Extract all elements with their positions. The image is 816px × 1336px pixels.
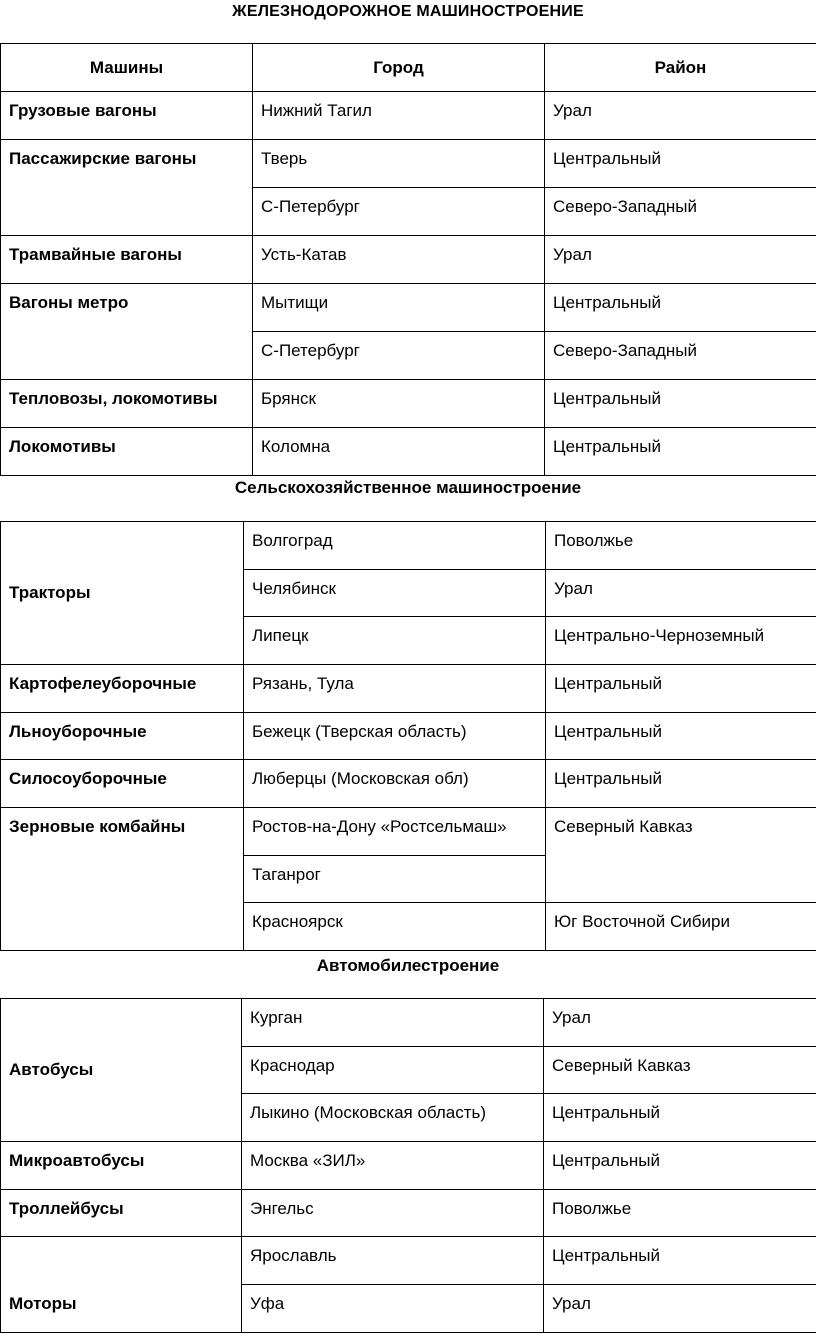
machine-cell: Зерновые комбайны <box>1 808 244 951</box>
agri-table <box>0 521 816 951</box>
city-cell: Волгоград <box>244 522 546 570</box>
city-cell: Уфа <box>242 1285 544 1333</box>
city-cell: Люберцы (Московская обл) <box>244 760 546 808</box>
machine-cell: Льноуборочные <box>1 713 244 760</box>
region-cell: Поволжье <box>546 522 816 570</box>
region-cell: Северо-Западный <box>545 188 816 236</box>
table-row <box>1 140 816 188</box>
region-cell: Центральный <box>545 380 816 428</box>
machine-cell: Пассажирские вагоны <box>1 140 253 236</box>
city-cell: Таганрог <box>244 856 546 903</box>
auto-table <box>0 998 816 1333</box>
region-cell: Урал <box>546 570 816 617</box>
machine-cell: Вагоны метро <box>1 284 253 380</box>
city-cell: Брянск <box>253 380 545 428</box>
region-cell: Северо-Западный <box>545 332 816 380</box>
region-cell: Северный Кавказ <box>544 1047 816 1094</box>
machine-cell: Тракторы <box>1 522 244 665</box>
region-cell: Центрально-Черноземный <box>546 617 816 665</box>
region-cell: Северный Кавказ <box>546 808 816 903</box>
table-row <box>1 92 816 140</box>
auto-section-title: Автомобилестроение <box>316 956 500 975</box>
region-cell: Юг Восточной Сибири <box>546 903 816 951</box>
region-cell: Центральный <box>544 1094 816 1142</box>
table-row <box>1 1237 816 1285</box>
machine-cell: Картофелеуборочные <box>1 665 244 713</box>
region-cell: Центральный <box>546 760 816 808</box>
machine-cell: Трамвайные вагоны <box>1 236 253 284</box>
region-cell: Центральный <box>544 1237 816 1285</box>
city-cell: С-Петербург <box>253 188 545 236</box>
column-header-machines: Машины <box>1 44 253 92</box>
region-cell: Центральный <box>545 284 816 332</box>
agri-section-title: Сельскохозяйственное машиностроение <box>234 478 582 497</box>
city-cell: Тверь <box>253 140 545 188</box>
region-cell: Центральный <box>545 140 816 188</box>
machine-cell: Грузовые вагоны <box>1 92 253 140</box>
table-row <box>1 284 816 332</box>
city-cell: Бежецк (Тверская область) <box>244 713 546 760</box>
table-row <box>1 808 816 856</box>
region-cell: Центральный <box>544 1142 816 1190</box>
table-row <box>1 713 816 760</box>
machine-cell: Автобусы <box>1 999 242 1142</box>
table-row <box>1 999 816 1047</box>
city-cell: Красноярск <box>244 903 546 951</box>
machine-cell: Локомотивы <box>1 428 253 476</box>
machine-cell: Моторы <box>1 1237 242 1333</box>
table-row <box>1 665 816 713</box>
city-cell: Усть-Катав <box>253 236 545 284</box>
region-cell: Урал <box>544 999 816 1047</box>
table-header-row <box>1 44 816 92</box>
column-header-region: Район <box>545 44 816 92</box>
region-cell: Поволжье <box>544 1190 816 1237</box>
machine-cell: Троллейбусы <box>1 1190 242 1237</box>
city-cell: Липецк <box>244 617 546 665</box>
table-row <box>1 380 816 428</box>
region-cell: Центральный <box>546 713 816 760</box>
region-cell: Центральный <box>545 428 816 476</box>
table-row <box>1 236 816 284</box>
table-row <box>1 1142 816 1190</box>
machine-cell: Тепловозы, локомотивы <box>1 380 253 428</box>
column-header-city: Город <box>253 44 545 92</box>
city-cell: Краснодар <box>242 1047 544 1094</box>
rail-table <box>0 43 816 476</box>
city-cell: Энгельс <box>242 1190 544 1237</box>
region-cell: Урал <box>545 92 816 140</box>
table-row <box>1 1190 816 1237</box>
city-cell: Курган <box>242 999 544 1047</box>
region-cell: Урал <box>545 236 816 284</box>
city-cell: Рязань, Тула <box>244 665 546 713</box>
city-cell: Коломна <box>253 428 545 476</box>
city-cell: Ростов-на-Дону «Ростсельмаш» <box>244 808 546 856</box>
city-cell: Нижний Тагил <box>253 92 545 140</box>
table-row <box>1 522 816 570</box>
machine-cell: Микроавтобусы <box>1 1142 242 1190</box>
table-row <box>1 428 816 476</box>
table-row <box>1 760 816 808</box>
city-cell: Лыкино (Московская область) <box>242 1094 544 1142</box>
city-cell: Москва «ЗИЛ» <box>242 1142 544 1190</box>
region-cell: Урал <box>544 1285 816 1333</box>
city-cell: Челябинск <box>244 570 546 617</box>
city-cell: Ярославль <box>242 1237 544 1285</box>
rail-section-title: ЖЕЛЕЗНОДОРОЖНОЕ МАШИНОСТРОЕНИЕ <box>232 3 584 20</box>
city-cell: С-Петербург <box>253 332 545 380</box>
machine-cell: Силосоуборочные <box>1 760 244 808</box>
region-cell: Центральный <box>546 665 816 713</box>
city-cell: Мытищи <box>253 284 545 332</box>
